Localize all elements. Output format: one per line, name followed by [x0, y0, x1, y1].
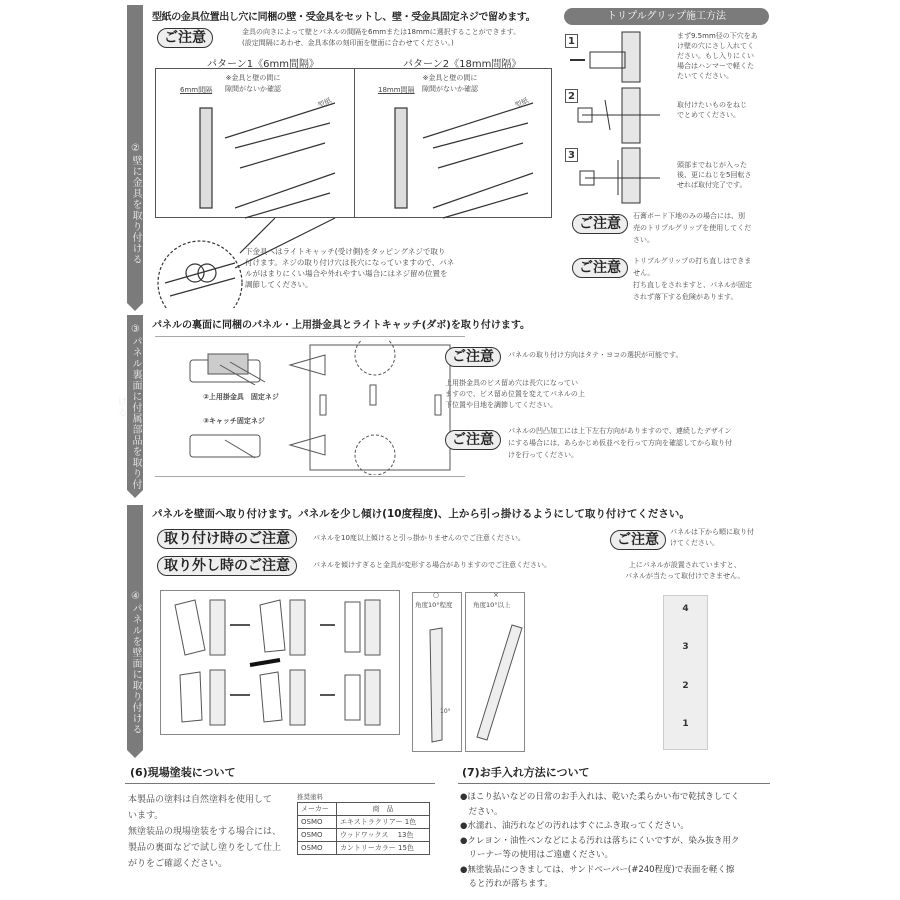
- gap-label: 6mm間隔: [180, 86, 213, 94]
- upper-hanger-label: ②上用掛金具 固定ネジ: [203, 393, 279, 401]
- care-item: ●クレヨン・油性ペンなどによる汚れは落ちにくいですが、染み抜き用ク リーナー等の使用はご遠慮ください。: [460, 835, 740, 860]
- gap-label: 18mm間隔: [378, 86, 415, 94]
- ok-angle-label: 角度10°程度: [415, 601, 453, 609]
- table-row: OSMO ウッドワックス 13色: [298, 829, 430, 842]
- detail-line: ルがはまりにくい場合や外れやすい場合にはネジ留め位置を: [245, 269, 448, 278]
- step-2-note: [157, 27, 213, 48]
- catch-screw-label: ③キャッチ固定ネジ: [203, 417, 265, 425]
- note-line: パネルは下から順に取り付: [670, 528, 754, 536]
- table-header: メーカー: [298, 803, 337, 816]
- triple-grip-title: トリプルグリップ施工方法: [564, 8, 769, 25]
- step-2-heading: 型紙の金具位置出し穴に同梱の壁・受金具をセットし、壁・受金具固定ネジで留めます。: [152, 12, 536, 23]
- angle-drawing: [412, 610, 527, 750]
- para-line: 下位置や目地を調節してください。: [445, 401, 557, 409]
- panel-back-diagram: [180, 340, 460, 475]
- step-4-sidebar: ④パネルを壁面に取り付ける: [127, 505, 143, 750]
- care-item: ●ほこり払いなどの日常のお手入れは、乾いた柔らかい布で乾拭きしてく ださい。: [460, 792, 740, 817]
- ng-mark: ×: [493, 591, 499, 599]
- panel-stack: [663, 595, 708, 750]
- note-line: けてください。: [670, 539, 719, 547]
- painting-line: 本製品の塗料は自然塗料を使用して: [128, 795, 273, 805]
- pattern-2-title: パターン2《18mm間隔》: [403, 59, 522, 70]
- step-3-sidebar: ③パネル裏面に付属部品を取り付ける: [127, 315, 143, 490]
- triple-grip-diagram: [570, 30, 670, 205]
- step-text: 取付けたいものをねじ: [677, 101, 747, 109]
- step-text: ださい。もし入りにくい: [677, 52, 754, 60]
- step-text: でとめてください。: [677, 111, 740, 119]
- check-note: 隙間がないか確認: [225, 85, 281, 93]
- ok-mark: ○: [433, 591, 440, 599]
- note-line: せん。: [633, 269, 655, 277]
- caution-badge: ご注意: [572, 214, 628, 234]
- remove-caution-text: パネルを傾けすぎると金具が変形する場合がありますのでご注意ください。: [313, 561, 551, 569]
- note-line: 金具の向きによって壁とパネルの間隔を6mmまたは18mmに選択することができます。: [242, 28, 521, 36]
- caution-badge: ご注意: [572, 258, 628, 278]
- table-row: OSMO カントリーカラー 15色: [298, 842, 430, 855]
- check-note: 隙間がないか確認: [422, 85, 478, 93]
- step-text: せれば取付完了です。: [677, 181, 747, 189]
- detail-line: 下金具へはライトキャッチ(受け側)をタッピングネジで取り: [245, 247, 446, 256]
- install-caution-text: パネルを10度以上傾けると引っ掛かりませんのでご注意ください。: [313, 534, 525, 542]
- para-line: 上にパネルが設置されていますと、: [628, 561, 741, 569]
- note-line: さい。: [633, 236, 654, 244]
- detail-line: 付けます。ネジの取り付け穴は長穴になっていますので、パネ: [245, 258, 455, 267]
- care-title: (7)お手入れ方法について: [462, 766, 590, 779]
- ng-angle-label: 角度10°以上: [473, 601, 511, 609]
- painting-line: がりをご確認ください。: [128, 859, 228, 869]
- install-sequence-drawing: [160, 590, 400, 735]
- painting-line: います。: [128, 811, 164, 821]
- caution-badge: ご注意: [445, 347, 501, 367]
- step-3-heading: パネルの裏面に同梱のパネル・上用掛金具とライトキャッチ(ダボ)を取り付けます。: [152, 320, 531, 331]
- para-line: パネルが当たって取付けできません。: [625, 572, 745, 580]
- note-line: 石膏ボード下地のみの場合には、別: [633, 212, 745, 220]
- note-line: にする場合には、あらかじめ仮並べを行って方向を確認してから取り付: [508, 439, 732, 447]
- panel-number: 1: [682, 718, 689, 729]
- caution-badge: ご注意: [157, 28, 213, 48]
- paper-label: 型紙: [513, 96, 530, 110]
- caution-badge: ご注意: [610, 530, 666, 550]
- check-note: ※金具と壁の間に: [422, 74, 478, 82]
- painting-line: 製品の裏面などで試し塗りをして仕上: [128, 843, 282, 853]
- care-item: ●無塗装品につきましては、サンドペーパー(#240程度)で表面を軽く擦 ると汚れが落ちます。: [460, 864, 735, 889]
- table-header: 商 品: [336, 803, 429, 816]
- step-2-sidebar: ②壁に金具を取り付ける: [127, 5, 143, 303]
- step-text: 後、更にねじを5回転さ: [677, 171, 752, 179]
- note-line: 売のトリプルグリップを使用してくだ: [633, 224, 752, 232]
- step-num: 1: [565, 34, 578, 48]
- painting-line: 無塗装品の現場塗装をする場合には、: [128, 827, 282, 837]
- note-line: 打ち直しをされますと、パネルが固定: [633, 281, 752, 289]
- note-line: トリプルグリップの打ち直しはできま: [633, 257, 752, 265]
- step-num: 2: [565, 89, 578, 103]
- install-caution-badge: 取り付け時のご注意: [157, 529, 297, 549]
- table-caption: 推奨塗料: [297, 793, 323, 801]
- note-line: パネルの取り付け方向はタテ・ヨコの選択が可能です。: [508, 351, 683, 359]
- painting-title: (6)現場塗装について: [130, 766, 236, 779]
- check-note: ※金具と壁の間に: [225, 74, 281, 82]
- remove-caution-badge: 取り外し時のご注意: [157, 556, 297, 576]
- step-num: 3: [565, 148, 578, 162]
- step-text: 頭部までねじが入った: [677, 161, 747, 169]
- step-text: 場合はハンマーで軽くた: [677, 62, 754, 70]
- paint-table: [297, 802, 430, 855]
- angle-value: 10°: [440, 708, 451, 715]
- care-item: ●水濡れ、油汚れなどの汚れはすぐにふき取ってください。: [460, 821, 689, 831]
- panel-number: 4: [682, 604, 689, 614]
- para-line: ますので、ビス留め位置を変えてパネルの上: [445, 390, 585, 398]
- table-row: OSMO エキストラクリアー 1色: [298, 816, 430, 829]
- note-line: されず落下する危険があります。: [633, 293, 738, 301]
- note-line: けを行ってください。: [508, 451, 578, 459]
- step-text: け壁の穴にさし入れてく: [677, 42, 754, 50]
- panel-number: 2: [682, 680, 689, 691]
- step-4-heading: パネルを壁面へ取り付けます。パネルを少し傾け(10度程度)、上から引っ掛けるようにして取り付けてください。: [152, 508, 690, 520]
- paper-label: 型紙: [316, 96, 333, 110]
- step-text: まず9.5mm径の下穴をあ: [677, 32, 758, 40]
- note-line: (設定間隔にあわせ、金具本体の刻印面を壁面に合わせてください。): [242, 39, 454, 47]
- para-line: 上用掛金具のビス留め穴は長穴になってい: [445, 379, 578, 387]
- note-line: パネルの凹凸加工には上下左右方向がありますので、連続したデザイン: [508, 427, 732, 435]
- panel-number: 3: [682, 642, 689, 653]
- detail-line: 調節してください。: [245, 280, 313, 289]
- step-text: たいてください。: [677, 72, 733, 80]
- caution-badge: ご注意: [445, 430, 501, 450]
- pattern-1-title: パターン1《6mm間隔》: [207, 59, 320, 70]
